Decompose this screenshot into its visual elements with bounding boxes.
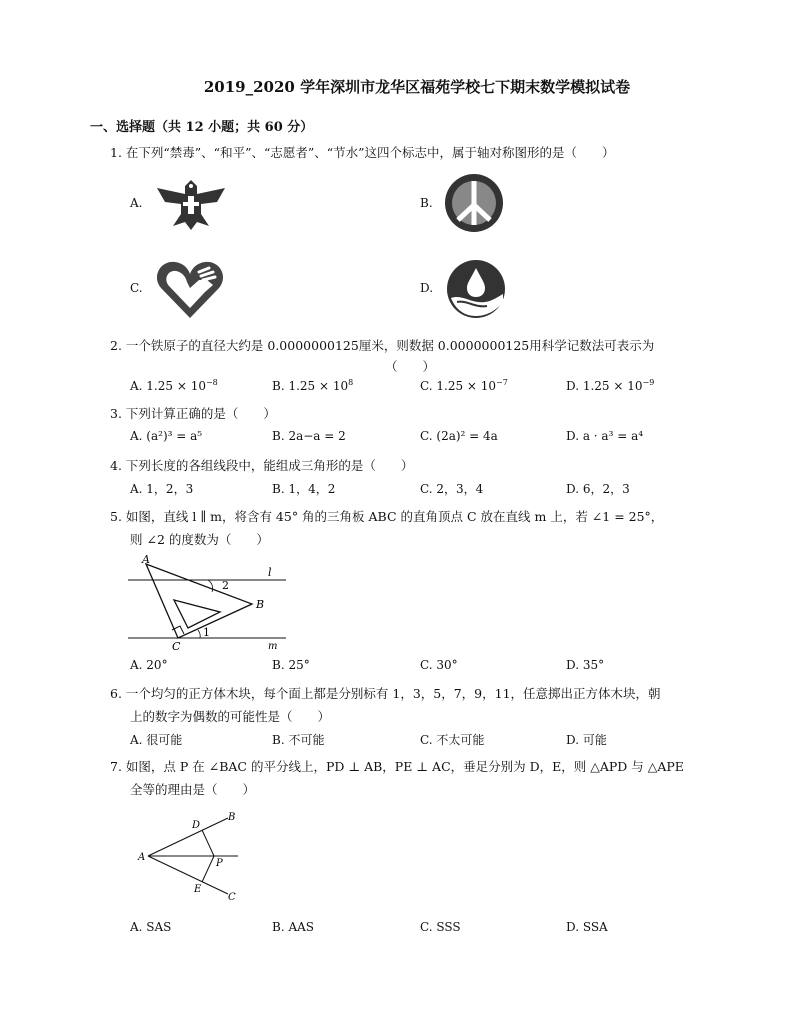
q5-label-a: A xyxy=(142,553,150,566)
q5-option-a: A. 20° xyxy=(130,658,168,672)
question-7-line-2: 全等的理由是（ ） xyxy=(130,782,256,797)
water-drop-icon xyxy=(445,258,507,320)
q5-label-m: m xyxy=(268,641,278,652)
q7-label-p: P xyxy=(216,858,223,869)
q5-option-c: C. 30° xyxy=(420,658,458,672)
q6-option-b: B. 不可能 xyxy=(272,733,325,747)
q3-option-c: C. (2a)² = 4a xyxy=(420,429,498,443)
section-heading: 一、选择题（共 12 小题；共 60 分） xyxy=(90,120,314,135)
q7-angle-bisector-figure xyxy=(136,808,256,904)
q4-option-c: C. 2，3，4 xyxy=(420,482,484,496)
q5-label-l: l xyxy=(268,566,272,579)
q6-option-d: D. 可能 xyxy=(566,733,607,747)
q3-option-b: B. 2a−a = 2 xyxy=(272,429,346,443)
q3-option-a: A. (a²)³ = a⁵ xyxy=(130,429,203,443)
q3-option-d: D. a · a³ = a⁴ xyxy=(566,429,644,443)
page-title: 2019_2020 学年深圳市龙华区福苑学校七下期末数学模拟试卷 xyxy=(203,78,631,96)
question-6-line-2: 上的数字为偶数的可能性是（ ） xyxy=(130,709,331,724)
q5-label-2: 2 xyxy=(222,579,229,592)
question-4-text: 4. 下列长度的各组线段中，能组成三角形的是（ ） xyxy=(110,458,414,473)
q7-label-a: A xyxy=(138,852,146,863)
q7-label-b: B xyxy=(228,812,236,823)
q2-option-c: C. $1.25 \times 10^{-7}$ xyxy=(420,378,508,393)
question-1-text: 1. 在下列“禁毒”、“和平”、“志愿者”、“节水”这四个标志中，属于轴对称图形的是（ ） xyxy=(110,145,615,160)
question-6-line-1: 6. 一个均匀的正方体木块，每个面上都是分别标有 1，3，5，7，9，11，任意掷出正方体木块，朝 xyxy=(110,686,661,701)
q1-option-c-label: C. xyxy=(130,281,143,295)
q7-label-d: D xyxy=(192,820,201,831)
q7-option-a: A. SAS xyxy=(130,920,172,934)
q4-option-b: B. 1，4，2 xyxy=(272,482,336,496)
q2-option-b: B. $1.25 \times 10^8$ xyxy=(272,378,354,393)
peace-sign-icon xyxy=(443,172,505,234)
q5-option-d: D. 35° xyxy=(566,658,605,672)
q7-option-b: B. AAS xyxy=(272,920,314,934)
q7-label-e: E xyxy=(194,884,202,895)
question-2-text: 2. 一个铁原子的直径大约是 0.0000000125厘米，则数据 0.0000000125用科学记数法可表示为 xyxy=(110,338,655,353)
q5-triangle-figure xyxy=(128,552,298,652)
q5-label-c: C xyxy=(172,640,181,653)
question-5-line-1: 5. 如图，直线 l ∥ m，将含有 45° 角的三角板 ABC 的直角顶点 C 放在直线 m 上，若 ∠1 = 25°， xyxy=(110,509,664,524)
eagle-emblem-icon xyxy=(155,174,227,234)
q6-option-c: C. 不太可能 xyxy=(420,733,485,747)
q5-option-b: B. 25° xyxy=(272,658,310,672)
question-5-line-2: 则 ∠2 的度数为（ ） xyxy=(130,532,269,547)
q5-label-b: B xyxy=(256,598,265,611)
q1-option-b-label: B. xyxy=(420,196,433,210)
q6-option-a: A. 很可能 xyxy=(130,733,183,747)
q4-option-a: A. 1，2，3 xyxy=(130,482,194,496)
q1-option-d-label: D. xyxy=(420,281,434,295)
q5-label-1: 1 xyxy=(203,626,210,639)
q7-option-d: D. SSA xyxy=(566,920,608,934)
q7-option-c: C. SSS xyxy=(420,920,461,934)
question-3-text: 3. 下列计算正确的是（ ） xyxy=(110,406,276,421)
q2-option-a: A. $1.25 \times 10^{-8}$ xyxy=(130,378,218,393)
q7-label-c: C xyxy=(228,892,236,903)
q1-option-a-label: A. xyxy=(130,196,143,210)
heart-hand-icon xyxy=(155,258,225,322)
question-7-line-1: 7. 如图，点 P 在 ∠BAC 的平分线上，PD ⊥ AB，PE ⊥ AC，垂足分别为 D，E，则 △APD 与 △APE xyxy=(110,759,684,774)
q4-option-d: D. 6，2，3 xyxy=(566,482,630,496)
q2-option-d: D. $1.25 \times 10^{-9}$ xyxy=(566,378,655,393)
question-2-paren: （ ） xyxy=(385,359,436,374)
